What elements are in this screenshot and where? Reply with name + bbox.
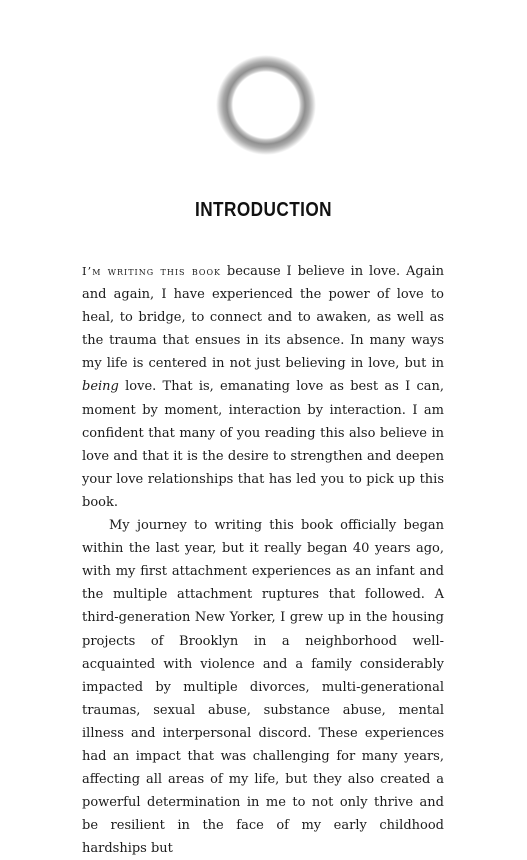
- paragraph-2: My journey to writing this book officially began within the last year, but it really began 40 years ago, with my first attachment experiences as an infant and the multiple attachment ruptures that followed. A third-generation New Yorker, I grew up in the housing projects of Brooklyn in a neighborhood well-acquainted with violence and a family considerably impacted by multiple divorces, multi-generational traumas, sexual abuse, substance abuse, mental illness and interpersonal discord. These experiences had an impact that was challenging for many years, affecting all areas of my life, but they also created a powerful determination in me to not only thrive and be resilient in the face of my early childhood hardships but: [82, 518, 444, 857]
- paragraph-1: [82, 260, 444, 514]
- body-text: [82, 260, 444, 860]
- paragraph-1-text-cont: love. That is, emanating love as best as I can, moment by moment, interaction by interaction. I am confident that many of you reading this also believe in love and that it is the desire to strengthen and deepen your love relationships that has led you to pick up this book.: [82, 379, 444, 510]
- paragraph-1-text: because I believe in love. Again and again, I have experienced the power of love to heal, to bridge, to connect and to awaken, as well as the trauma that ensues in its absence. In many ways my life is centered in not just believing in love, but in: [82, 264, 444, 372]
- ring-ornament-icon: [216, 55, 316, 155]
- emphasis-text: being: [82, 379, 119, 395]
- chapter-title: INTRODUCTION: [194, 199, 333, 221]
- lead-in: I’m writing this book: [82, 264, 221, 278]
